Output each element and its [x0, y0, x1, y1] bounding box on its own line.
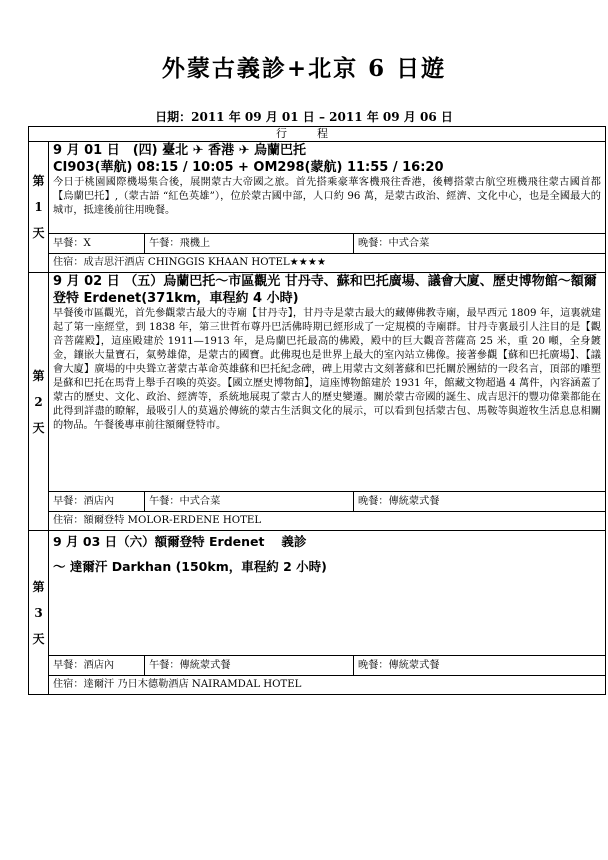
day-description: 早餐後市區觀光，首先參觀蒙古最大的寺廟【甘丹寺】，甘丹寺是蒙古最大的藏傳佛教寺廟，最早西元 1809 年，這裏就建起了第一座經堂，到 1838 年，第三世哲布尊丹巴活佛時期已經形成了一定規模的寺廟群。甘丹寺裏最引人注目的是【觀音菩薩殿】，這座殿建於 1911—1913 年，是烏蘭巴托最高的佛殿，殿中的巨大觀音菩薩高 25 米，重 20 噸，全身鍍金，鑲嵌大量寶石，氣勢雄偉，是蒙古的國寶。此佛現也是世界上最大的室內站立佛像。接著參觀【蘇和巴托廣場】、【議會大廈】廣場的中央聳立著蒙古革命英雄蘇和巴托紀念碑，碑上用蒙古文刻著蘇和巴托關於團結的一段名言，頂部的雕塑是蘇和巴托在馬背上舉手召喚的英姿。【國立歷史博物館】，這座博物館建於 1931 年，館藏文物超過 4 萬件，內容涵蓋了蒙古的歷史、文化、政治、經濟等，系統地展現了蒙古人的歷史變遷。關於蒙古帝國的誕生、成吉思汗的豐功偉業都能在此得到詳盡的瞭解，最吸引人的莫過於傳統的蒙古生活與文化的展示，可以看到包括蒙古包、馬鞍等與遊牧生活息息相關的物品。午餐後專車前往額爾登特市。: [53, 308, 601, 431]
day-headline: 9 月 02 日 （五）烏蘭巴托～市區觀光 甘丹寺、蘇和巴托廣場、議會大廈、歷史博物館～額爾登特 Erdenet(371km，車程約 4 小時): [53, 274, 597, 306]
dinner: 晚餐：中式合菜: [358, 238, 430, 249]
meals-row: [49, 234, 606, 254]
day-route: ～ 達爾汗 Darkhan (150km，車程約 2 小時): [53, 559, 327, 574]
flight-info: CI903(華航) 08:15 / 10:05 + OM298(蒙航) 11:55 / 16:20: [53, 160, 444, 175]
trip-dates: 日期：2011 年 09 月 01 日 – 2011 年 09 月 06 日: [155, 110, 453, 124]
lunch: 午餐：傳統蒙式餐: [145, 656, 354, 675]
breakfast: 早餐：酒店內: [49, 656, 145, 675]
day-content-3: [49, 531, 606, 656]
meals-row: [49, 656, 606, 676]
lunch: 午餐：中式合菜: [145, 492, 354, 511]
page-title: 外蒙古義診+北京 6 日遊: [161, 55, 447, 82]
itinerary-table: [28, 126, 606, 695]
hotel: 住宿：額爾登特 MOLOR-ERDENE HOTEL: [49, 512, 606, 531]
breakfast: 早餐：酒店內: [49, 492, 145, 511]
hotel: 住宿：達爾汗 乃日木德勒酒店 NAIRAMDAL HOTEL: [49, 676, 606, 695]
breakfast: 早餐：X: [49, 234, 145, 253]
day-headline: 9 月 01 日 (四) 臺北 ✈ 香港 ✈ 烏蘭巴托: [53, 143, 307, 158]
day-label-3: 第 3 天: [29, 531, 49, 695]
day-headline: 9 月 03 日（六）額爾登特 Erdenet 義診: [53, 534, 307, 549]
table-header: 行程: [29, 127, 606, 142]
day-label-1: 第 1 天: [29, 142, 49, 273]
dinner: 晚餐：傳統蒙式餐: [358, 496, 440, 507]
day-label-2: 第 2 天: [29, 273, 49, 531]
day-content-2: [49, 273, 606, 492]
lunch: 午餐：飛機上: [145, 234, 354, 253]
day-description: 今日于桃園國際機場集合後，展開蒙古大帝國之旅。首先搭乘豪華客機飛往香港，後轉搭蒙古航空班機飛往蒙古國首都【烏蘭巴托】,（蒙古語 “紅色英雄”），位於蒙古國中部，人口約 96 萬，是蒙古政治、經濟、文化中心，也是全國最大的城市，抵達後前往用晚餐。: [53, 177, 601, 216]
meals-row: [49, 492, 606, 512]
day-content-1: [49, 142, 606, 234]
dinner: 晚餐：傳統蒙式餐: [358, 660, 440, 671]
hotel: 住宿：成吉思汗酒店 CHINGGIS KHAAN HOTEL★★★★: [49, 254, 606, 273]
